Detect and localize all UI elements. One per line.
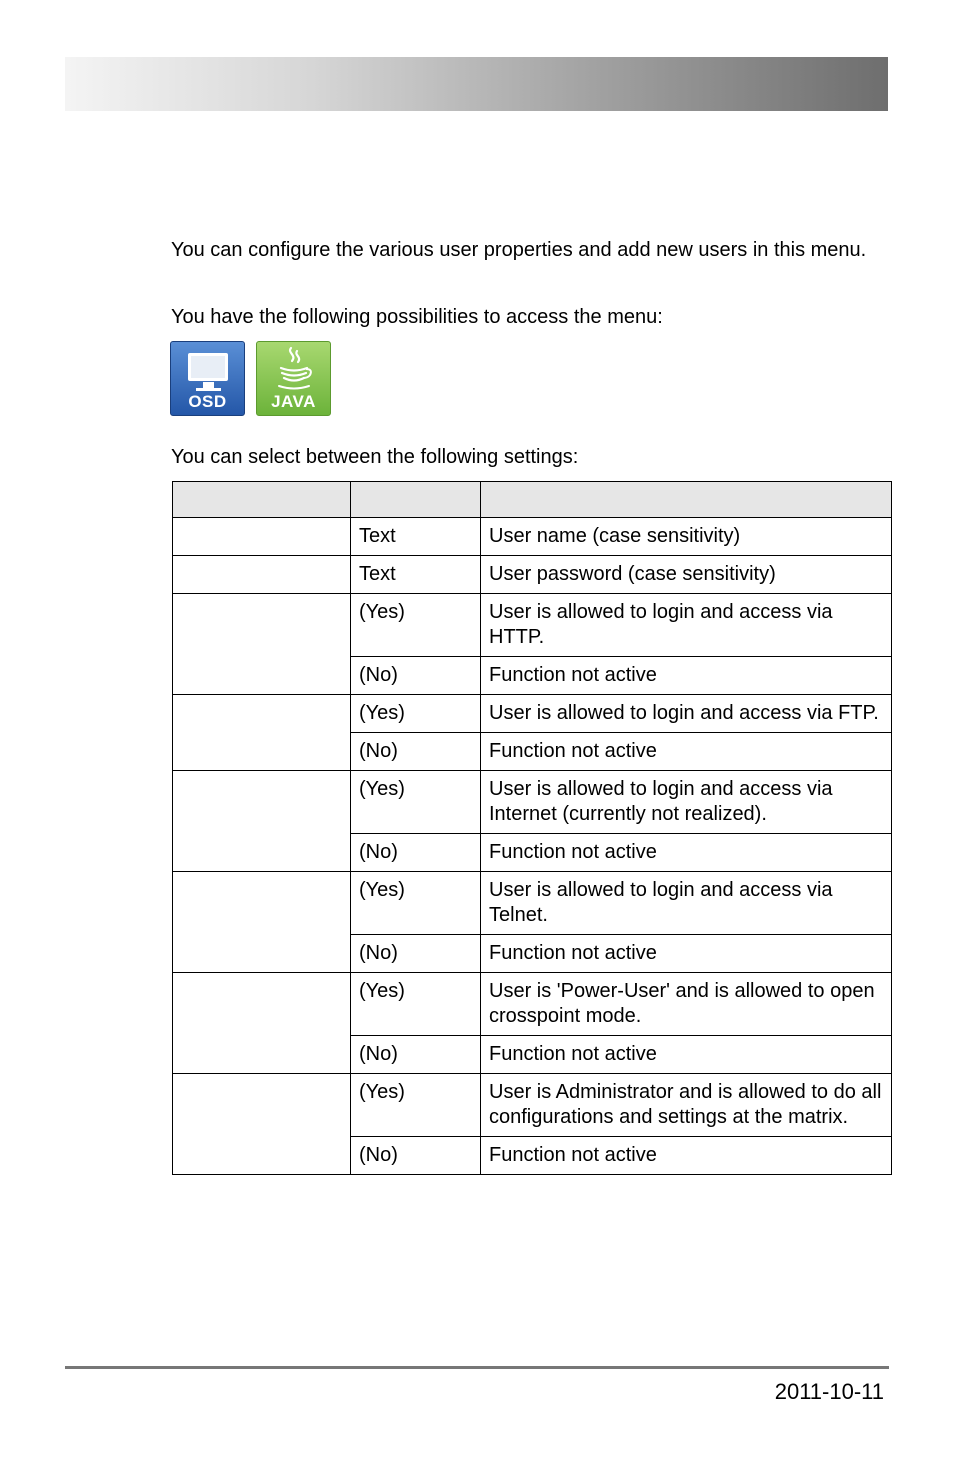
value-cell: (No)	[351, 1036, 481, 1074]
field-cell	[173, 695, 351, 771]
field-cell	[173, 771, 351, 872]
settings-paragraph: You can select between the following settings:	[171, 446, 579, 468]
value-cell: Text	[351, 556, 481, 594]
value-cell: (Yes)	[351, 1074, 481, 1137]
table-row	[173, 1074, 892, 1137]
monitor-icon	[188, 353, 228, 381]
value-cell: (Yes)	[351, 973, 481, 1036]
intro-paragraph: You can configure the various user properties and add new users in this menu.	[171, 239, 867, 261]
java-label: JAVA	[271, 392, 316, 411]
description-cell: User is allowed to login and access via Internet (currently not realized).	[481, 771, 892, 834]
field-cell	[173, 518, 351, 556]
description-cell: User name (case sensitivity)	[481, 518, 892, 556]
footer-date: 2011-10-11	[774, 1379, 884, 1404]
value-cell: (No)	[351, 657, 481, 695]
value-cell: (Yes)	[351, 695, 481, 733]
value-cell: (Yes)	[351, 872, 481, 935]
header-bar	[65, 57, 888, 111]
description-cell: Function not active	[481, 935, 892, 973]
description-cell: User is allowed to login and access via Telnet.	[481, 872, 892, 935]
description-cell: User password (case sensitivity)	[481, 556, 892, 594]
description-cell: Function not active	[481, 834, 892, 872]
table-row	[173, 518, 892, 556]
settings-table	[172, 481, 892, 1175]
description-cell: User is 'Power-User' and is allowed to open crosspoint mode.	[481, 973, 892, 1036]
column-header	[351, 482, 481, 518]
table-row	[173, 695, 892, 733]
field-cell	[173, 872, 351, 973]
table-row	[173, 872, 892, 935]
description-cell: User is allowed to login and access via FTP.	[481, 695, 892, 733]
value-cell: (No)	[351, 834, 481, 872]
table-row	[173, 973, 892, 1036]
osd-icon	[170, 341, 245, 416]
description-cell: User is Administrator and is allowed to do all configurations and settings at the matrix.	[481, 1074, 892, 1137]
table-row	[173, 771, 892, 834]
value-cell: (Yes)	[351, 771, 481, 834]
table-header-row	[173, 482, 892, 518]
description-cell: Function not active	[481, 733, 892, 771]
description-cell: Function not active	[481, 657, 892, 695]
value-cell: (Yes)	[351, 594, 481, 657]
table-row	[173, 594, 892, 657]
column-header	[481, 482, 892, 518]
description-cell: User is allowed to login and access via HTTP.	[481, 594, 892, 657]
footer-divider	[65, 1366, 889, 1369]
table-row	[173, 556, 892, 594]
osd-label: OSD	[188, 392, 227, 411]
description-cell: Function not active	[481, 1137, 892, 1175]
field-cell	[173, 594, 351, 695]
java-icon	[256, 341, 331, 416]
java-cup-icon	[257, 342, 332, 394]
access-paragraph: You have the following possibilities to access the menu:	[171, 306, 663, 328]
field-cell	[173, 556, 351, 594]
value-cell: (No)	[351, 733, 481, 771]
description-cell: Function not active	[481, 1036, 892, 1074]
value-cell: Text	[351, 518, 481, 556]
field-cell	[173, 973, 351, 1074]
column-header	[173, 482, 351, 518]
value-cell: (No)	[351, 935, 481, 973]
field-cell	[173, 1074, 351, 1175]
value-cell: (No)	[351, 1137, 481, 1175]
